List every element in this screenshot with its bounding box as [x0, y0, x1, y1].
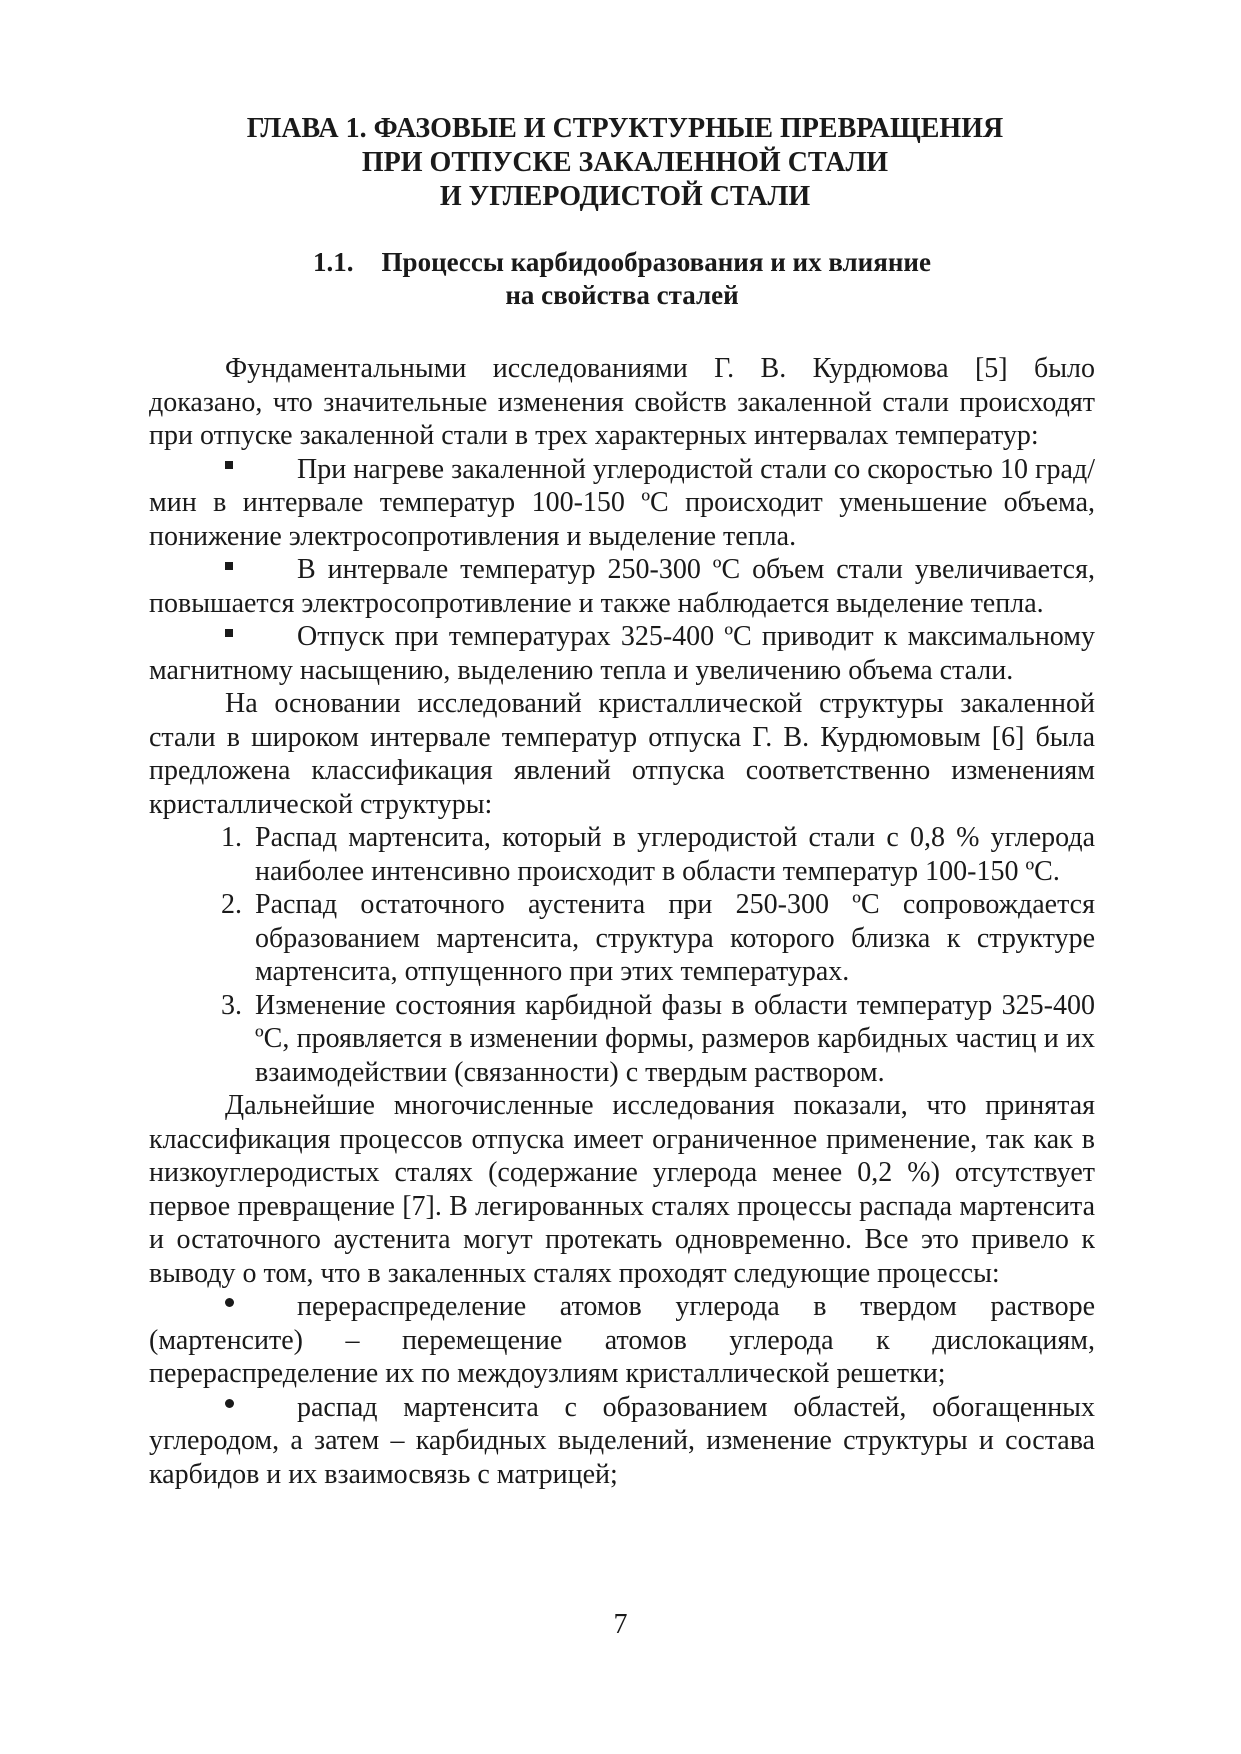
- square-bullet-item: [149, 620, 1095, 687]
- numbered-list-item: [149, 989, 1095, 1090]
- list-item-text: Распад мартенсита, который в углеродистой стали с 0,8 % углерода наиболее интенсивно происходит в области температур 100-150 ºС.: [255, 822, 1095, 887]
- section-heading-text: Процессы карбидообразования и их влияние: [381, 247, 931, 277]
- list-item-text: Изменение состояния карбидной фазы в области температур 325-400 ºС, проявляется в изменении формы, размеров карбидных частиц и их взаимодействии (связанности) с твердым раствором.: [255, 989, 1095, 1088]
- square-bullet-text: При нагреве закаленной углеродистой стали со скоростью 10 град/мин в интервале температур 100-150 ºС происходит уменьшение объема, понижение электросопротивления и выделение тепла.: [149, 453, 1095, 552]
- dot-bullet-icon: [225, 1298, 234, 1307]
- chapter-title-line-3: И УГЛЕРОДИСТОЙ СТАЛИ: [439, 181, 811, 212]
- processes-paragraph: Дальнейшие многочисленные исследования показали, что принятая классификация процессов отпуска имеет ограниченное применение, так как в низкоуглеродистых сталях (содержание углерода менее 0,2 %) отсутствует первое превращение [7]. В легированных сталях процессы распада мартенсита и остаточного аустенита могут протекать одновременно. Все это привело к выводу о том, что в закаленных сталях проходят следующие процессы:: [149, 1090, 1095, 1289]
- dot-bullet-marker: [149, 1290, 297, 1324]
- square-bullet-marker: [149, 553, 297, 587]
- dot-bullet-text: распад мартенсита с образованием областей, обогащенных углеродом, а затем – карбидных выделений, изменение структуры и состава карбидов и их взаимосвязь с матрицей;: [149, 1391, 1095, 1490]
- list-number: 1.: [221, 822, 242, 853]
- chapter-title-line-1: ГЛАВА 1. ФАЗОВЫЕ И СТРУКТУРНЫЕ ПРЕВРАЩЕНИЯ: [246, 113, 1004, 144]
- square-bullet-item: [149, 453, 1095, 554]
- square-bullet-icon: [225, 629, 233, 637]
- body-text: [149, 352, 1095, 1491]
- page-number: 7: [613, 1609, 628, 1640]
- square-bullet-icon: [225, 562, 233, 570]
- section-number: 1.1.: [313, 247, 354, 277]
- numbered-list: [149, 821, 1095, 1089]
- list-item-text: Распад остаточного аустенита при 250-300 ºС сопровождается образованием мартенсита, структура которого близка к структуре мартенсита, отпущенного при этих температурах.: [255, 889, 1095, 987]
- section-title: [149, 246, 1095, 312]
- square-bullet-text: Отпуск при температурах 325-400 ºС приводит к максимальному магнитному насыщению, выделению тепла и увеличению объема стали.: [149, 621, 1095, 686]
- numbered-list-item: [149, 821, 1095, 888]
- square-bullet-item: [149, 553, 1095, 620]
- document-page: [149, 112, 1095, 1491]
- dot-bullet-item: [149, 1290, 1095, 1391]
- section-title-line-1: [149, 246, 1095, 279]
- list-number: 3.: [221, 989, 242, 1021]
- square-bullet-marker: [149, 620, 297, 654]
- square-bullet-marker: [149, 453, 297, 487]
- section-title-line-2: на свойства сталей: [505, 280, 739, 310]
- list-number: 2.: [221, 889, 242, 920]
- dot-bullet-marker: [149, 1391, 297, 1425]
- dot-bullet-icon: [225, 1399, 234, 1408]
- classification-paragraph: На основании исследований кристаллической структуры закаленной стали в широком интервале температур отпуска Г. В. Курдюмовым [6] была предложена классификация явлений отпуска соответственно изменениям кристаллической структуры:: [149, 688, 1095, 820]
- dot-bullet-text: перераспределение атомов углерода в твердом растворе (мартенсите) – перемещение атомов углерода к дислокациям, перераспределение их по междоузлиям кристаллической решетки;: [149, 1291, 1095, 1389]
- square-bullet-text: В интервале температур 250-300 ºС объем стали увеличивается, повышается электросопротивление и также наблюдается выделение тепла.: [149, 554, 1095, 619]
- numbered-list-item: [149, 888, 1095, 989]
- intro-paragraph: Фундаментальными исследованиями Г. В. Курдюмова [5] было доказано, что значительные изменения свойств закаленной стали происходят при отпуске закаленной стали в трех характерных интервалах температур:: [149, 353, 1095, 451]
- chapter-title: [149, 112, 1095, 214]
- dot-bullet-item: [149, 1391, 1095, 1492]
- chapter-title-line-2: ПРИ ОТПУСКЕ ЗАКАЛЕННОЙ СТАЛИ: [361, 147, 889, 178]
- square-bullet-icon: [225, 461, 233, 469]
